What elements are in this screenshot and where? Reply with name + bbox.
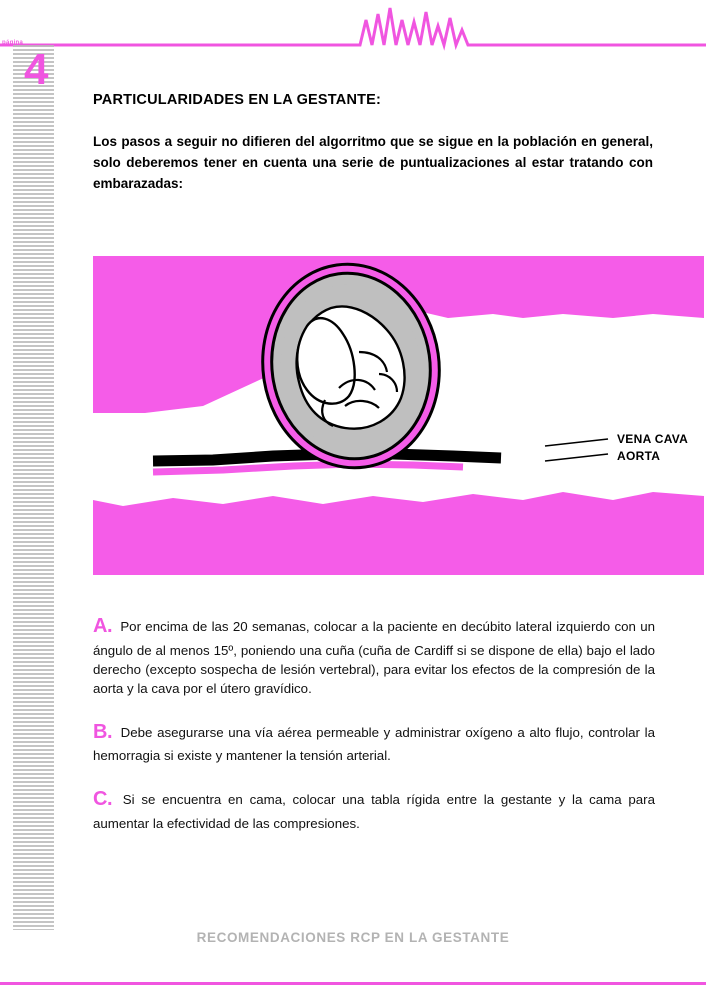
page-title: PARTICULARIDADES EN LA GESTANTE: bbox=[93, 92, 382, 108]
list-item-text: Por encima de las 20 semanas, colocar a la paciente en decúbito lateral izquierdo con un ángulo de al menos 15º, poniendo una cuña (cuña de Cardiff si se dispone de ella) bajo el lado derecho (excepto sospecha de lesión vertebral), para evitar los efectos de la compresión de la aorta y la cava por el útero gravídico. bbox=[93, 619, 655, 696]
figure-label-aorta: AORTA bbox=[617, 449, 661, 463]
list-item bbox=[93, 612, 655, 698]
list-item bbox=[93, 718, 655, 766]
list-item-text: Debe asegurarse una vía aérea permeable y administrar oxígeno a alto flujo, controlar la hemorragia si existe y mantener la tensión arterial. bbox=[93, 724, 655, 764]
list-item bbox=[93, 785, 655, 833]
list-item-text: Si se encuentra en cama, colocar una tabla rígida entre la gestante y la cama para aumentar la efectividad de las compresiones. bbox=[93, 792, 655, 831]
page-label: página bbox=[2, 40, 24, 46]
figure-label-vena-cava: VENA CAVA bbox=[617, 432, 689, 446]
pregnant-patient-illustration bbox=[93, 256, 704, 575]
footer-rule bbox=[0, 982, 706, 985]
ecg-header-graphic bbox=[0, 0, 706, 62]
left-decorative-strip bbox=[13, 45, 54, 930]
page-number: 4 bbox=[24, 45, 48, 94]
list-item-marker: B. bbox=[93, 720, 112, 743]
list-item-marker: C. bbox=[93, 788, 112, 811]
footer-title: RECOMENDACIONES RCP EN LA GESTANTE bbox=[196, 930, 510, 945]
document-body bbox=[93, 92, 655, 195]
intro-paragraph: Los pasos a seguir no difieren del algorritmo que se sigue en la población en general, solo deberemos tener en cuenta una serie de puntualizaciones al estar tratando con embarazadas: bbox=[93, 134, 653, 191]
recommendations-list bbox=[93, 612, 655, 853]
list-item-marker: A. bbox=[93, 615, 112, 637]
